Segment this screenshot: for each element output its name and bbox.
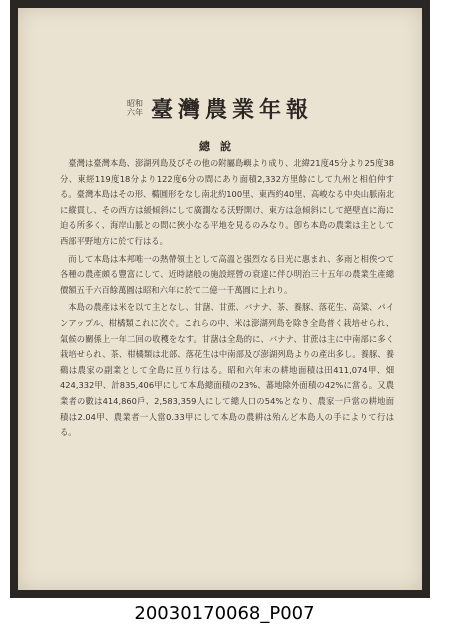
- era-top: 昭和: [126, 99, 143, 108]
- era-label: [127, 99, 143, 117]
- paragraph-3: 本島の農產は米を以て主となし、甘藷、甘蔗、バナナ、茶、養豚、落花生、高粱、パインアップル、柑橘類これに次ぐ。これらの中、米は澎湖列島を除き全島普く栽培せられ、氣候の關係上一年二回の收穫をなす。甘藷は全島的に、バナナ、甘蔗は主に中南部に多く栽培せられ、茶、柑橘類は北部、落花生は中南部及び澎湖列島よりの產出多し。養豚、養鷄は農家の副業として全島に亘り行はる。昭和六年末の耕地面積は田411,074甲、畑424,332甲、計835,406甲にして本島總面積の23%、蕃地除外面積の42%に當る。又農業者の數は414,860戶、2,583,359人にして總人口の54%となり、農家一戶當の耕地面積は2.04甲、農業者一人當0.33甲にして本島の農耕は殆んど本島人の手によりて行はる。: [60, 302, 394, 438]
- page-title: 臺灣農業年報: [150, 96, 313, 123]
- document-identifier: 20030170068_P007: [134, 603, 315, 624]
- body-text: [60, 156, 394, 441]
- section-heading: 總說: [199, 140, 241, 153]
- page-heading: [18, 90, 422, 126]
- document-page: [18, 8, 422, 590]
- paragraph-2: 而して本島は本邦唯一の熱帶領土として高溫と强烈なる日光に惠まれ、多雨と相俟つて各種の農產頗る豐富にして、近時諸般の施設經營の衰達に伴ひ明治三十五年の農業生產總價額五千六百餘萬圓は昭和六年に於て二億一千萬圓に上れり。: [60, 253, 394, 295]
- paragraph-1: 臺灣は臺灣本島、澎湖列島及びその他の附屬島嶼より成り、北緯21度45分より25度38分、東經119度18分より122度6分の間にあり面積2,332方里餘にして九州と相伯仲する。臺灣本島はその形、橢圓形をなし南北約100里、東西約40里、高峻なる中央山脈南北に縱貫し、その西方は緩傾斜にして廣濶なる沃野開け、東方は急傾斜にして絕壁直に海に迫る所多く、海岸山脈との間に狹小なる平地を見るのみなり。卽ち本島の農業は主として西部平野地方に於て行はる。: [60, 158, 394, 246]
- era-bottom: 六年: [126, 108, 143, 117]
